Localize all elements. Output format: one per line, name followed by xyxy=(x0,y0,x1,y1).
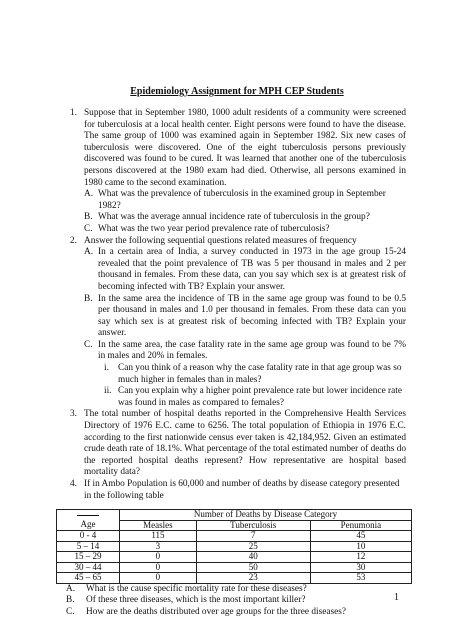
roman-sub-question xyxy=(94,386,406,409)
column-header: Measles xyxy=(120,520,197,531)
value-cell: 40 xyxy=(196,552,310,563)
question-number: 2. xyxy=(70,235,77,246)
roman-text: Can you explain why a higher point prevalence rate but lower incidence rate was found in males as compared to females? xyxy=(118,386,402,408)
value-cell: 0 xyxy=(120,573,197,584)
table-row xyxy=(57,552,412,563)
value-cell: 50 xyxy=(196,562,310,573)
document-title: Epidemiology Assignment for MPH CEP Students xyxy=(130,86,344,97)
sub-question xyxy=(84,294,406,340)
value-cell: 53 xyxy=(310,573,411,584)
sub-text: In a certain area of India, a survey conducted in 1973 in the age group 15-24 revealed that the point prevalence of TB was 5 per thousand in males and 2 per thousand in females. From these data, can you say which sex is at greatest risk of becoming infected with TB? Explain your answer. xyxy=(98,247,406,292)
sub-text: What was the two year period prevalence rate of tuberculosis? xyxy=(98,223,330,234)
sub-text: Of these three diseases, which is the most important killer? xyxy=(86,595,306,606)
value-cell: 7 xyxy=(196,531,310,542)
question-text: The total number of hospital deaths reported in the Comprehensive Health Services Directory of 1976 E.C. came to 6256. The total population of Ethiopia in 1976 E.C. according to the first nationwide census ever taken is 42,184,952. Given an estimated crude death rate of 18.1%. What percentage of the total estimated number of deaths do the reported hospital deaths represent? How representative are hospital based mortality data? xyxy=(84,409,406,478)
sub-question xyxy=(84,340,406,363)
question-number: 3. xyxy=(70,409,77,420)
value-cell: 23 xyxy=(196,573,310,584)
question-2 xyxy=(70,236,406,410)
roman-text: Can you think of a reason why the case fatality rate in that age group was so much higher in females than in males? xyxy=(118,363,402,385)
value-cell: 0 xyxy=(120,562,197,573)
sub-text: How are the deaths distributed over age groups for the three diseases? xyxy=(86,606,346,617)
sub-question xyxy=(84,247,406,293)
column-header: Penumonia xyxy=(310,520,411,531)
group-header: Number of Deaths by Disease Category xyxy=(120,510,412,521)
age-cell: 0 - 4 xyxy=(57,531,120,542)
table-row xyxy=(57,531,412,542)
sub-letter: A. xyxy=(66,583,76,594)
age-header: Age xyxy=(57,520,120,531)
value-cell: 45 xyxy=(310,531,411,542)
question-text: If in Ambo Population is 60,000 and number of deaths by disease category presented in the following table xyxy=(84,479,400,501)
question-text: Answer the following sequential questions related measures of frequency xyxy=(84,235,357,246)
question-text: Suppose that in September 1980, 1000 adult residents of a community were screened for tuberculosis at a local health center. Eight persons were found to have the disease. The same group of 1000 was examined again in September 1982. Six new cases of tuberculosis were discovered. One of the eight tuberculosis persons previously discovered was found to be cured. It was learned that another one of the tuberculosis persons discovered at the 1980 exam had died. Otherwise, all persons examined in 1980 came to the second examination. xyxy=(84,108,406,188)
page-number: 1 xyxy=(394,592,399,603)
sub-question xyxy=(84,189,406,212)
value-cell: 30 xyxy=(310,562,411,573)
deaths-table xyxy=(56,509,412,584)
value-cell: 10 xyxy=(310,541,411,552)
table-question xyxy=(66,584,406,596)
sub-letter: C. xyxy=(84,223,93,234)
question-number: 1. xyxy=(70,108,77,118)
sub-text: What was the average annual incidence rate of tuberculosis in the group? xyxy=(98,212,370,223)
table-question xyxy=(66,595,406,607)
sub-letter: A. xyxy=(84,247,94,258)
sub-letter: C. xyxy=(66,606,75,617)
value-cell: 3 xyxy=(120,541,197,552)
question-4 xyxy=(70,479,406,502)
age-cell: 5 – 14 xyxy=(57,541,120,552)
sub-text: In the same area, the case fatality rate in the same age group was found to be 7% in males and 20% in females. xyxy=(98,339,406,362)
table-header-row xyxy=(57,510,412,521)
value-cell: 0 xyxy=(120,552,197,563)
column-header: Tuberculosis xyxy=(196,520,310,531)
sub-letter: B. xyxy=(66,595,75,606)
age-cell: 15 – 29 xyxy=(57,552,120,563)
table-row xyxy=(57,562,412,573)
table-row xyxy=(57,541,412,552)
sub-letter: B. xyxy=(84,293,93,304)
sub-text: What is the cause specific mortality rate for these diseases? xyxy=(86,583,307,594)
sub-letter: C. xyxy=(84,339,93,350)
dash-mark xyxy=(77,515,99,516)
document-body xyxy=(66,108,406,618)
sub-letter: A. xyxy=(84,189,94,200)
roman-numeral: i. xyxy=(104,363,109,374)
table-question xyxy=(66,607,406,619)
roman-sub-question xyxy=(94,363,406,386)
value-cell: 25 xyxy=(196,541,310,552)
age-cell: 30 – 44 xyxy=(57,562,120,573)
age-cell: 45 – 65 xyxy=(57,573,120,584)
table-header-row xyxy=(57,520,412,531)
sub-text: In the same area the incidence of TB in the same age group was found to be 0.5 per thousand in males and 1.0 per thousand in females. From these data can you say which sex is at greatest risk of becoming infected with TB? Explain your answer. xyxy=(98,293,406,339)
value-cell: 115 xyxy=(120,531,197,542)
sub-question xyxy=(84,224,406,236)
sub-question xyxy=(84,212,406,224)
value-cell: 12 xyxy=(310,552,411,563)
question-3 xyxy=(70,409,406,479)
sub-text: What was the prevalence of tuberculosis in the examined group in September 1982? xyxy=(98,189,386,211)
question-1 xyxy=(70,108,406,236)
roman-numeral: ii. xyxy=(104,386,112,397)
question-number: 4. xyxy=(70,479,77,489)
sub-letter: B. xyxy=(84,212,93,223)
table-row xyxy=(57,573,412,584)
